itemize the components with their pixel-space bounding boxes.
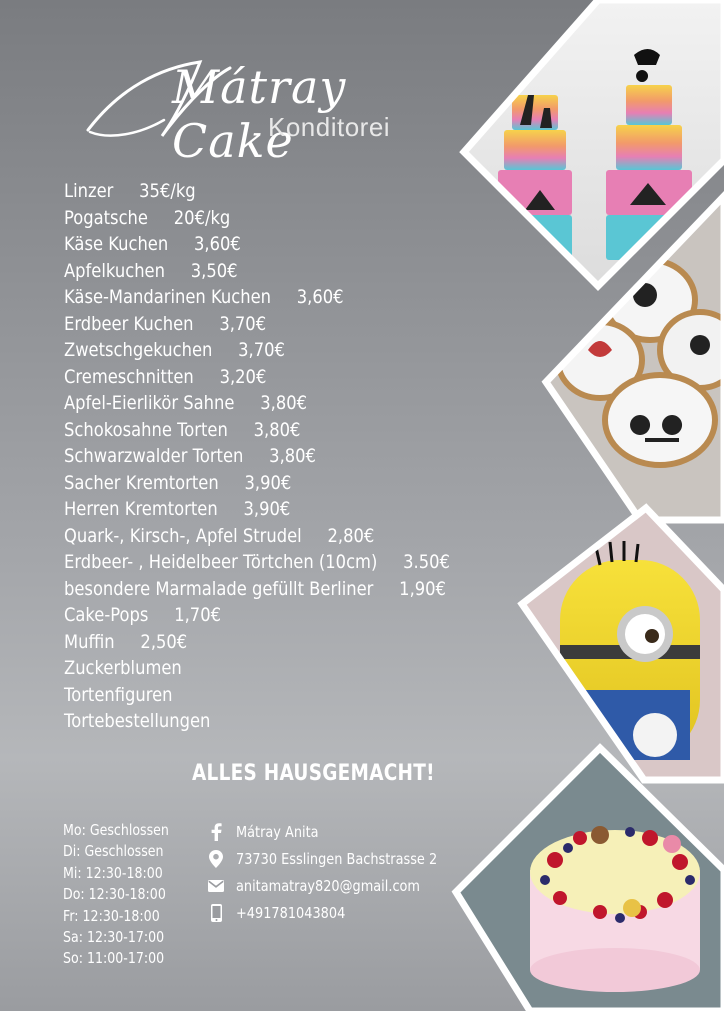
opening-hours — [63, 820, 169, 970]
facebook-icon — [204, 823, 228, 841]
phone-text: +491781043804 — [236, 903, 346, 922]
menu-item-name: Zuckerblumen — [64, 657, 182, 679]
menu-item — [64, 205, 450, 232]
menu-item-price: 3,90€ — [244, 471, 292, 494]
menu-item-price: 3,90€ — [243, 498, 291, 520]
price-list — [64, 178, 513, 735]
hours-line: Fr: 12:30-18:00 — [63, 906, 160, 925]
hours-line: Mi: 12:30-18:00 — [63, 863, 163, 882]
menu-item-name: Apfel-Eierlikör Sahne — [64, 392, 235, 414]
menu-item — [64, 602, 450, 629]
hours-line: Di: Geschlossen — [63, 842, 164, 861]
email-icon — [204, 880, 228, 892]
phone-icon — [204, 904, 228, 922]
menu-item — [64, 231, 450, 258]
menu-item — [64, 284, 450, 311]
menu-item — [64, 470, 450, 497]
menu-item — [64, 390, 450, 417]
menu-item — [64, 443, 450, 470]
menu-item — [64, 708, 450, 735]
menu-item — [64, 178, 450, 205]
menu-item-price: 1,70€ — [174, 604, 222, 626]
menu-item-name: Käse-Mandarinen Kuchen — [64, 286, 271, 308]
menu-item — [64, 364, 450, 391]
menu-item-price: 3,80€ — [253, 418, 301, 441]
menu-item-name: Pogatsche — [64, 206, 148, 229]
brand-logo — [80, 48, 440, 168]
menu-item — [64, 311, 450, 338]
menu-item — [64, 337, 450, 364]
menu-item — [64, 258, 450, 285]
contact-address — [204, 845, 470, 872]
menu-item-name: Schwarzwalder Torten — [64, 445, 244, 467]
menu-item-price: 1,90€ — [399, 577, 446, 600]
menu-item — [64, 496, 450, 523]
email-text: anitamatray820@gmail.com — [236, 876, 421, 895]
menu-item-name: Sacher Kremtorten — [64, 471, 219, 494]
menu-item — [64, 417, 450, 444]
menu-item-name: Zwetschgekuchen — [64, 339, 213, 361]
menu-item-name: Linzer — [64, 180, 114, 202]
menu-item-price: 2,50€ — [140, 630, 188, 653]
menu-item-name: Apfelkuchen — [64, 259, 165, 282]
menu-item-name: Tortenfiguren — [64, 683, 173, 706]
menu-item-price: 3,80€ — [260, 392, 308, 414]
menu-item-name: Quark-, Kirsch-, Apfel Strudel — [64, 524, 302, 547]
menu-item-name: Erdbeer Kuchen — [64, 312, 194, 335]
hours-line: Mo: Geschlossen — [63, 821, 169, 839]
menu-item — [64, 576, 450, 603]
hours-line: So: 11:00-17:00 — [63, 949, 165, 968]
menu-item-price: 3,70€ — [238, 339, 285, 361]
menu-item-price: 3,60€ — [194, 233, 241, 255]
menu-item-price: 20€/kg — [173, 206, 231, 229]
menu-item — [64, 629, 450, 656]
menu-item-price: 3,60€ — [296, 286, 344, 308]
menu-item — [64, 655, 450, 682]
menu-item-name: Cake-Pops — [64, 604, 149, 626]
address-text: 73730 Esslingen Bachstrasse 2 — [236, 849, 438, 868]
menu-item-name: Cremeschnitten — [64, 365, 194, 388]
contact-info — [204, 818, 470, 926]
menu-item — [64, 682, 450, 709]
menu-item-price: 3.50€ — [403, 551, 450, 573]
hours-line: Do: 12:30-18:00 — [63, 885, 166, 904]
location-pin-icon — [204, 850, 228, 868]
hours-line: Sa: 12:30-17:00 — [63, 928, 165, 947]
contact-phone[interactable] — [204, 899, 470, 926]
menu-item-price: 3,20€ — [219, 365, 267, 388]
menu-item-name: Schokosahne Torten — [64, 418, 228, 441]
brand-name: Mátray Cake — [172, 60, 347, 168]
menu-item — [64, 523, 450, 550]
menu-item-name: besondere Marmalade gefüllt Berliner — [64, 577, 374, 600]
menu-item — [64, 549, 450, 576]
menu-item-name: Herren Kremtorten — [64, 498, 218, 520]
menu-item-price: 3,80€ — [269, 445, 316, 467]
menu-item-price: 3,50€ — [190, 259, 238, 282]
menu-item-price: 2,80€ — [327, 524, 375, 547]
contact-facebook[interactable] — [204, 818, 470, 845]
menu-item-name: Muffin — [64, 630, 115, 653]
facebook-name: Mátray Anita — [236, 822, 319, 841]
menu-item-name: Tortebestellungen — [64, 710, 211, 732]
menu-item-name: Erdbeer- , Heidelbeer Törtchen (10cm) — [64, 551, 378, 573]
menu-item-name: Käse Kuchen — [64, 233, 169, 255]
slogan: ALLES HAUSGEMACHT! — [192, 761, 435, 786]
contact-email[interactable] — [204, 872, 470, 899]
menu-item-price: 3,70€ — [219, 312, 267, 335]
brand-subtitle: Konditorei — [268, 112, 391, 142]
menu-item-price: 35€/kg — [139, 180, 196, 202]
